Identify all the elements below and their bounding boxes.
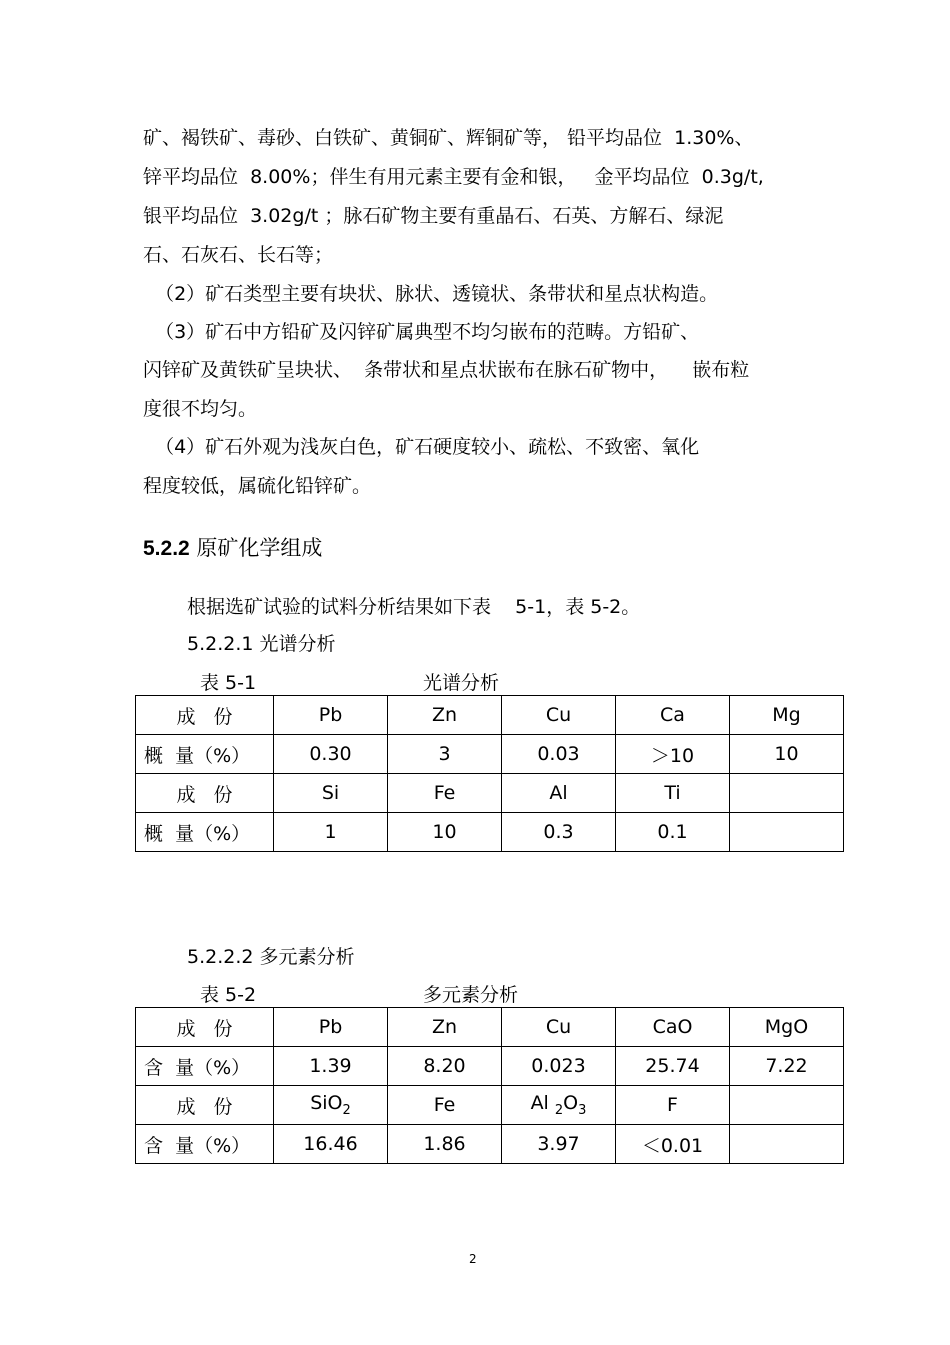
table-cell: ＜0.01: [616, 1125, 730, 1164]
para1-line2: 锌平均品位 8.00%；伴生有用元素主要有金和银， 金平均品位 0.3g/t,: [143, 166, 764, 188]
table-row: [136, 1008, 844, 1047]
table-cell: Pb: [274, 696, 388, 735]
subscript: 2: [342, 1102, 351, 1118]
table2-label: 表 5-2: [200, 984, 257, 1006]
section-title: 原矿化学组成: [196, 536, 323, 560]
table-row: [136, 696, 844, 735]
table-row: [136, 1086, 844, 1125]
table-cell: 8.20: [388, 1047, 502, 1086]
subscript: 2: [554, 1102, 564, 1118]
table-cell: Zn: [388, 696, 502, 735]
table-cell: Si: [274, 774, 388, 813]
table-cell: 7.22: [730, 1047, 844, 1086]
table-cell: [730, 1125, 844, 1164]
table1-label: 表 5-1: [200, 672, 257, 694]
table-cell: Al: [502, 774, 616, 813]
table-cell: 3: [388, 735, 502, 774]
table-5-2: [135, 1007, 844, 1164]
para1-line4: 石、石灰石、长石等；: [143, 244, 334, 266]
table-cell: 0.03: [502, 735, 616, 774]
table-cell: 3.97: [502, 1125, 616, 1164]
para2-line1: （2）矿石类型主要有块状、脉状、透镜状、条带状和星点状构造。: [143, 283, 719, 305]
table1-title: 光谱分析: [423, 672, 500, 694]
table-cell: 成 份: [136, 696, 274, 735]
table-cell: 25.74: [616, 1047, 730, 1086]
table-cell: 含 量（%）: [136, 1047, 274, 1086]
table-cell: 含 量（%）: [136, 1125, 274, 1164]
para1-line3: 银平均品位 3.02g/t ；脉石矿物主要有重晶石、石英、方解石、绿泥: [143, 205, 724, 227]
table-row: [136, 774, 844, 813]
table-row: [136, 813, 844, 852]
table-cell: 1.39: [274, 1047, 388, 1086]
para3-line1: （3）矿石中方铅矿及闪锌矿属典型不均匀嵌布的范畴。方铅矿、: [143, 321, 700, 343]
formula-al2o3: Al: [530, 1092, 555, 1115]
subsection-1-title: 5.2.2.1 光谱分析: [187, 633, 336, 655]
table-cell: Cu: [502, 1008, 616, 1047]
table-cell: [730, 774, 844, 813]
table-cell: 10: [730, 735, 844, 774]
table-cell: ＞10: [616, 735, 730, 774]
table-cell: 0.1: [616, 813, 730, 852]
para4-line2: 程度较低，属硫化铅锌矿。: [143, 475, 372, 497]
table-cell: MgO: [730, 1008, 844, 1047]
table-cell: Pb: [274, 1008, 388, 1047]
table-cell: Fe: [388, 774, 502, 813]
section-heading: [143, 532, 322, 562]
table-cell: 0.023: [502, 1047, 616, 1086]
section-number: 5.2.2: [143, 537, 190, 560]
para1-line1: 矿、褐铁矿、毒砂、白铁矿、黄铜矿、辉铜矿等， 铅平均品位 1.30%、: [143, 127, 754, 149]
table-cell: [502, 1086, 616, 1125]
table2-title: 多元素分析: [423, 984, 519, 1006]
table-row: [136, 1125, 844, 1164]
table-row: [136, 735, 844, 774]
table-cell: [730, 813, 844, 852]
table-cell: 概 量（%）: [136, 813, 274, 852]
table-cell: F: [616, 1086, 730, 1125]
para3-line3: 度很不均匀。: [143, 398, 258, 420]
table-cell: CaO: [616, 1008, 730, 1047]
table-5-1: [135, 695, 844, 852]
formula-sio2: SiO: [310, 1092, 343, 1115]
para4-line1: （4）矿石外观为浅灰白色，矿石硬度较小、疏松、不致密、氧化: [143, 436, 700, 458]
table-cell: [274, 1086, 388, 1125]
table-cell: 成 份: [136, 774, 274, 813]
table-cell: 成 份: [136, 1008, 274, 1047]
page-number: 2: [469, 1252, 477, 1266]
table-cell: 0.3: [502, 813, 616, 852]
table-cell: 成 份: [136, 1086, 274, 1125]
para3-line2: 闪锌矿及黄铁矿呈块状、 条带状和星点状嵌布在脉石矿物中， 嵌布粒: [143, 359, 750, 381]
table-cell: Ca: [616, 696, 730, 735]
formula-part: O: [563, 1092, 579, 1115]
table-cell: [730, 1086, 844, 1125]
table-cell: Ti: [616, 774, 730, 813]
table-row: [136, 1047, 844, 1086]
table-cell: Cu: [502, 696, 616, 735]
table-cell: 概 量（%）: [136, 735, 274, 774]
table-cell: 10: [388, 813, 502, 852]
subsection-2-title: 5.2.2.2 多元素分析: [187, 946, 355, 968]
intro-text: 根据选矿试验的试料分析结果如下表 5-1，表 5-2。: [187, 596, 641, 618]
table-cell: 1.86: [388, 1125, 502, 1164]
table-cell: Mg: [730, 696, 844, 735]
table-cell: 16.46: [274, 1125, 388, 1164]
subscript: 3: [578, 1102, 587, 1118]
table-cell: 0.30: [274, 735, 388, 774]
table-cell: Zn: [388, 1008, 502, 1047]
table-cell: 1: [274, 813, 388, 852]
table-cell: Fe: [388, 1086, 502, 1125]
